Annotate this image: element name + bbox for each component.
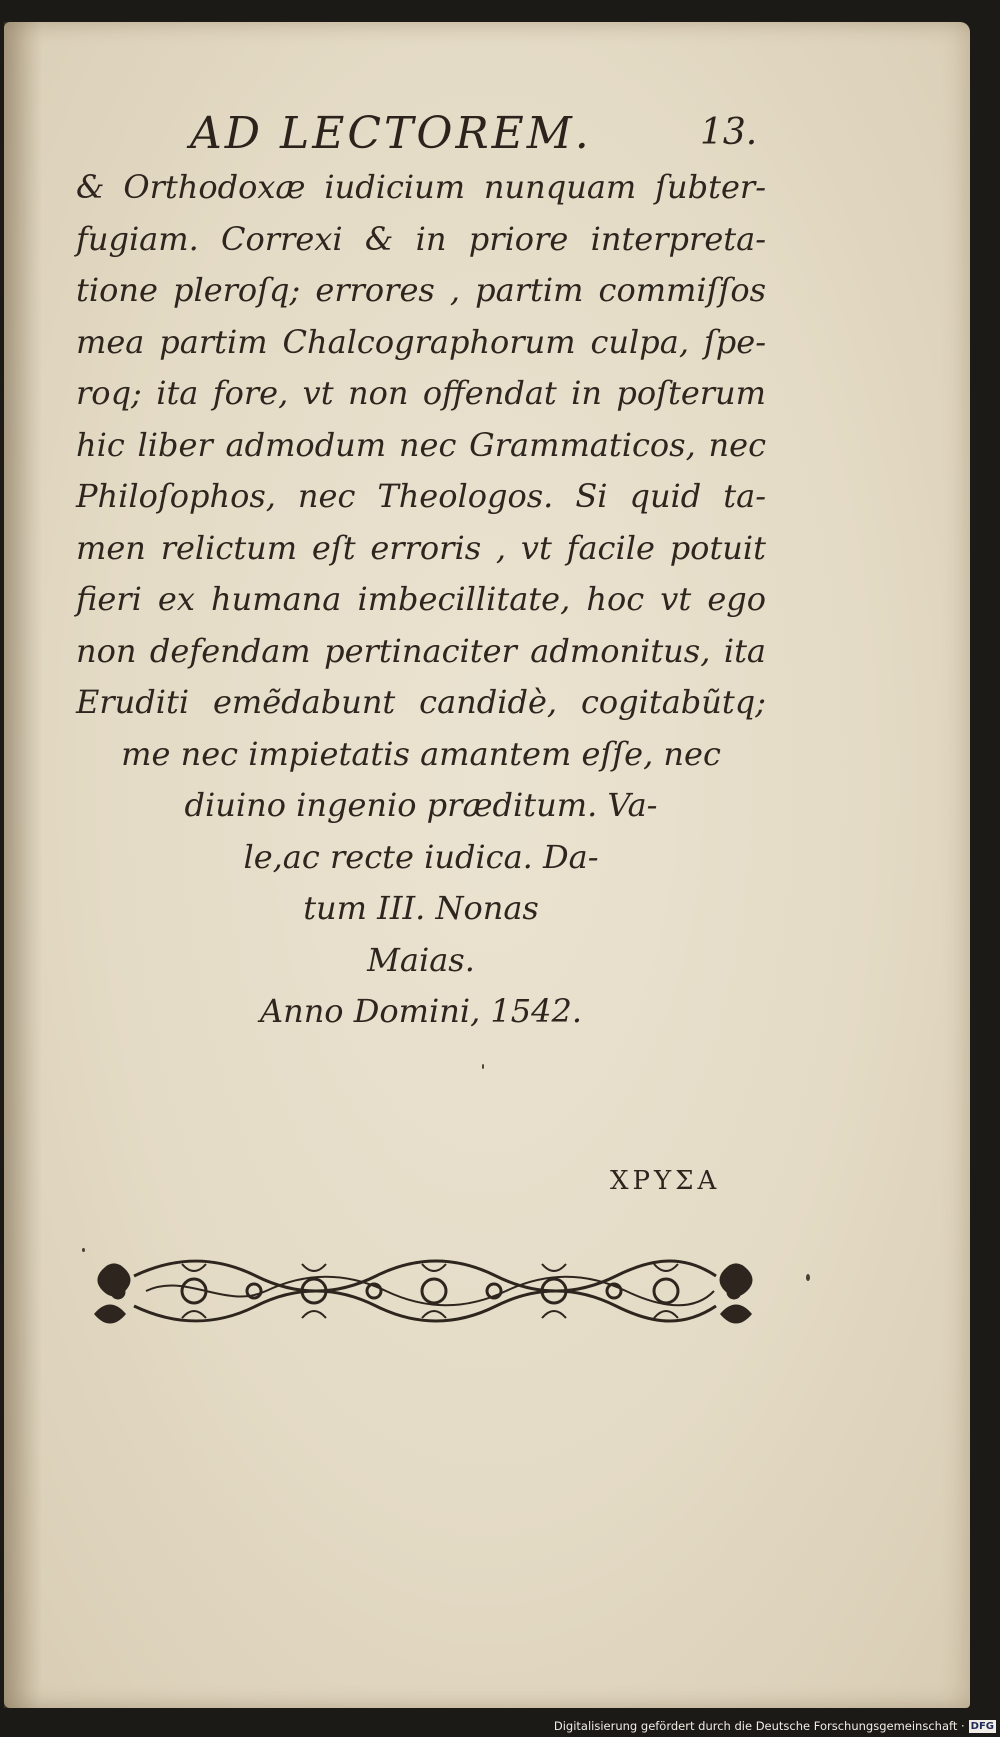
text-line: roq; ita fore, vt non offendat in poſterum [76,374,766,412]
running-head [0,108,1000,158]
footer-text: Digitalisierung gefördert durch die Deutsche Forschungsgemeinschaft · [553,1719,965,1733]
dfg-logo: DFG [970,1721,994,1732]
text-line: Eruditi emẽdabunt candidè, cogitabũtq; [76,683,766,721]
page-number: 13. [700,112,758,153]
text-line: Philoſophos, nec Theologos. Si quid ta- [76,477,766,515]
text-line: me nec impietatis amantem eſſe, nec [121,734,721,773]
text-line: & Orthodoxæ iudicium nunquam ſubter- [76,168,766,206]
ink-speck [82,1248,85,1252]
text-line: hic liber admodum nec Grammaticos, nec [76,425,766,464]
ink-speck [806,1274,810,1281]
catchword: ΧΡΥΣΑ [610,1166,721,1196]
text-line: non defendam pertinaciter admonitus, ita [76,631,766,670]
date-line: Anno Domini, 1542. [259,992,583,1030]
text-line: fieri ex humana imbecillitate, hoc vt ego [76,580,766,618]
ink-speck [482,1064,484,1069]
text-line: mea partim Chalcographorum culpa, ſpe- [76,322,766,361]
text-line: fugiam. Correxi & in priore interpreta- [76,219,766,258]
text-line: tum III. Nonas [303,889,539,927]
text-line: tione pleroſq; errores , partim commiſſos [76,271,766,309]
body-text [76,162,766,1038]
text-line: diuino ingenio præditum. Va- [184,786,658,824]
text-line: men relictum eſt erroris , vt facile potuit [76,528,766,567]
running-head-title: AD LECTOREM. [190,108,592,159]
printer-ornament-band [86,1252,758,1330]
text-line: Maias. [367,940,475,979]
text-line: le,ac recte iudica. Da- [243,837,599,876]
digitization-footer [0,1716,996,1736]
